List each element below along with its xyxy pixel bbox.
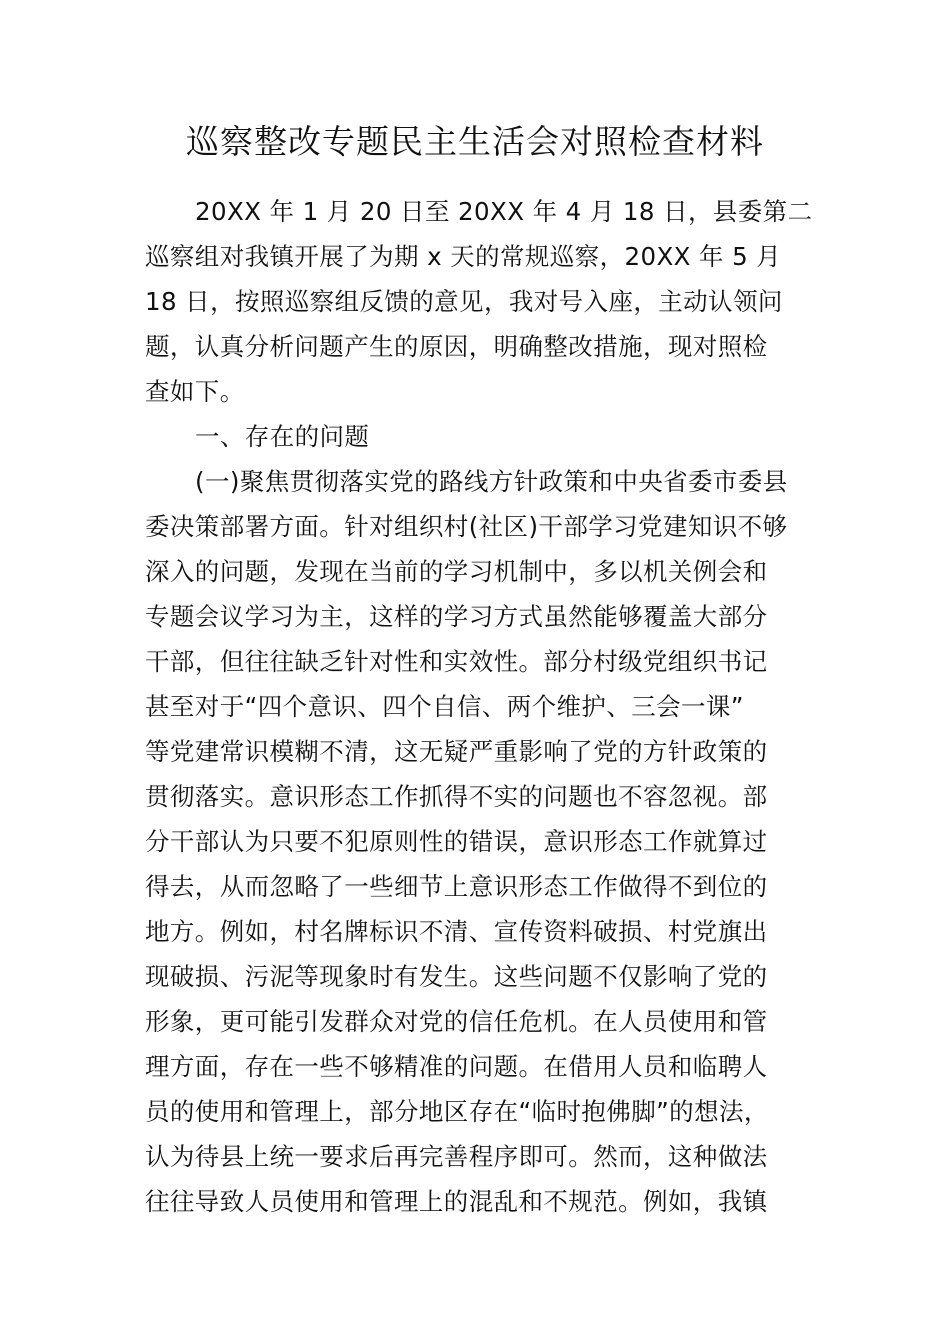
paragraph-line: 18 日，按照巡察组反馈的意见，我对号入座，主动认领问 <box>145 287 783 316</box>
paragraph-line: 20XX 年 1 月 20 日至 20XX 年 4 月 18 日，县委第二 <box>195 197 813 226</box>
paragraph-line: 认为待县上统一要求后再完善程序即可。然而，这种做法 <box>145 1142 768 1171</box>
paragraph-line: 委决策部署方面。针对组织村(社区)干部学习党建知识不够 <box>145 512 788 541</box>
paragraph-line: 分干部认为只要不犯原则性的错误，意识形态工作就算过 <box>145 827 768 856</box>
paragraph-line: 理方面，存在一些不够精准的问题。在借用人员和临聘人 <box>145 1052 768 1081</box>
paragraph-line: 甚至对于“四个意识、四个自信、两个维护、三会一课” <box>145 692 744 721</box>
paragraph-line: 得去，从而忽略了一些细节上意识形态工作做得不到位的 <box>145 872 768 901</box>
paragraph-line: 查如下。 <box>145 377 245 406</box>
paragraph-line: 等党建常识模糊不清，这无疑严重影响了党的方针政策的 <box>145 737 768 766</box>
section-heading: 一、存在的问题 <box>195 422 370 451</box>
paragraph-line: 往往导致人员使用和管理上的混乱和不规范。例如，我镇 <box>145 1187 768 1216</box>
paragraph-line: 形象，更可能引发群众对党的信任危机。在人员使用和管 <box>145 1007 768 1036</box>
paragraph-line: 干部，但往往缺乏针对性和实效性。部分村级党组织书记 <box>145 647 768 676</box>
paragraph-line: 深入的问题，发现在当前的学习机制中，多以机关例会和 <box>145 557 768 586</box>
paragraph-line: (一)聚焦贯彻落实党的路线方针政策和中央省委市委县 <box>195 467 788 496</box>
paragraph-line: 员的使用和管理上，部分地区存在“临时抱佛脚”的想法， <box>145 1097 769 1126</box>
paragraph-line: 现破损、污泥等现象时有发生。这些问题不仅影响了党的 <box>145 962 768 991</box>
document-title: 巡察整改专题民主生活会对照检查材料 <box>186 122 764 161</box>
paragraph-line: 贯彻落实。意识形态工作抓得不实的问题也不容忽视。部 <box>145 782 768 811</box>
document-body <box>145 189 813 1224</box>
paragraph-line: 巡察组对我镇开展了为期 x 天的常规巡察，20XX 年 5 月 <box>145 242 782 271</box>
paragraph-line: 地方。例如，村名牌标识不清、宣传资料破损、村党旗出 <box>145 917 768 946</box>
paragraph-line: 专题会议学习为主，这样的学习方式虽然能够覆盖大部分 <box>145 602 768 631</box>
paragraph-line: 题，认真分析问题产生的原因，明确整改措施，现对照检 <box>145 332 768 361</box>
